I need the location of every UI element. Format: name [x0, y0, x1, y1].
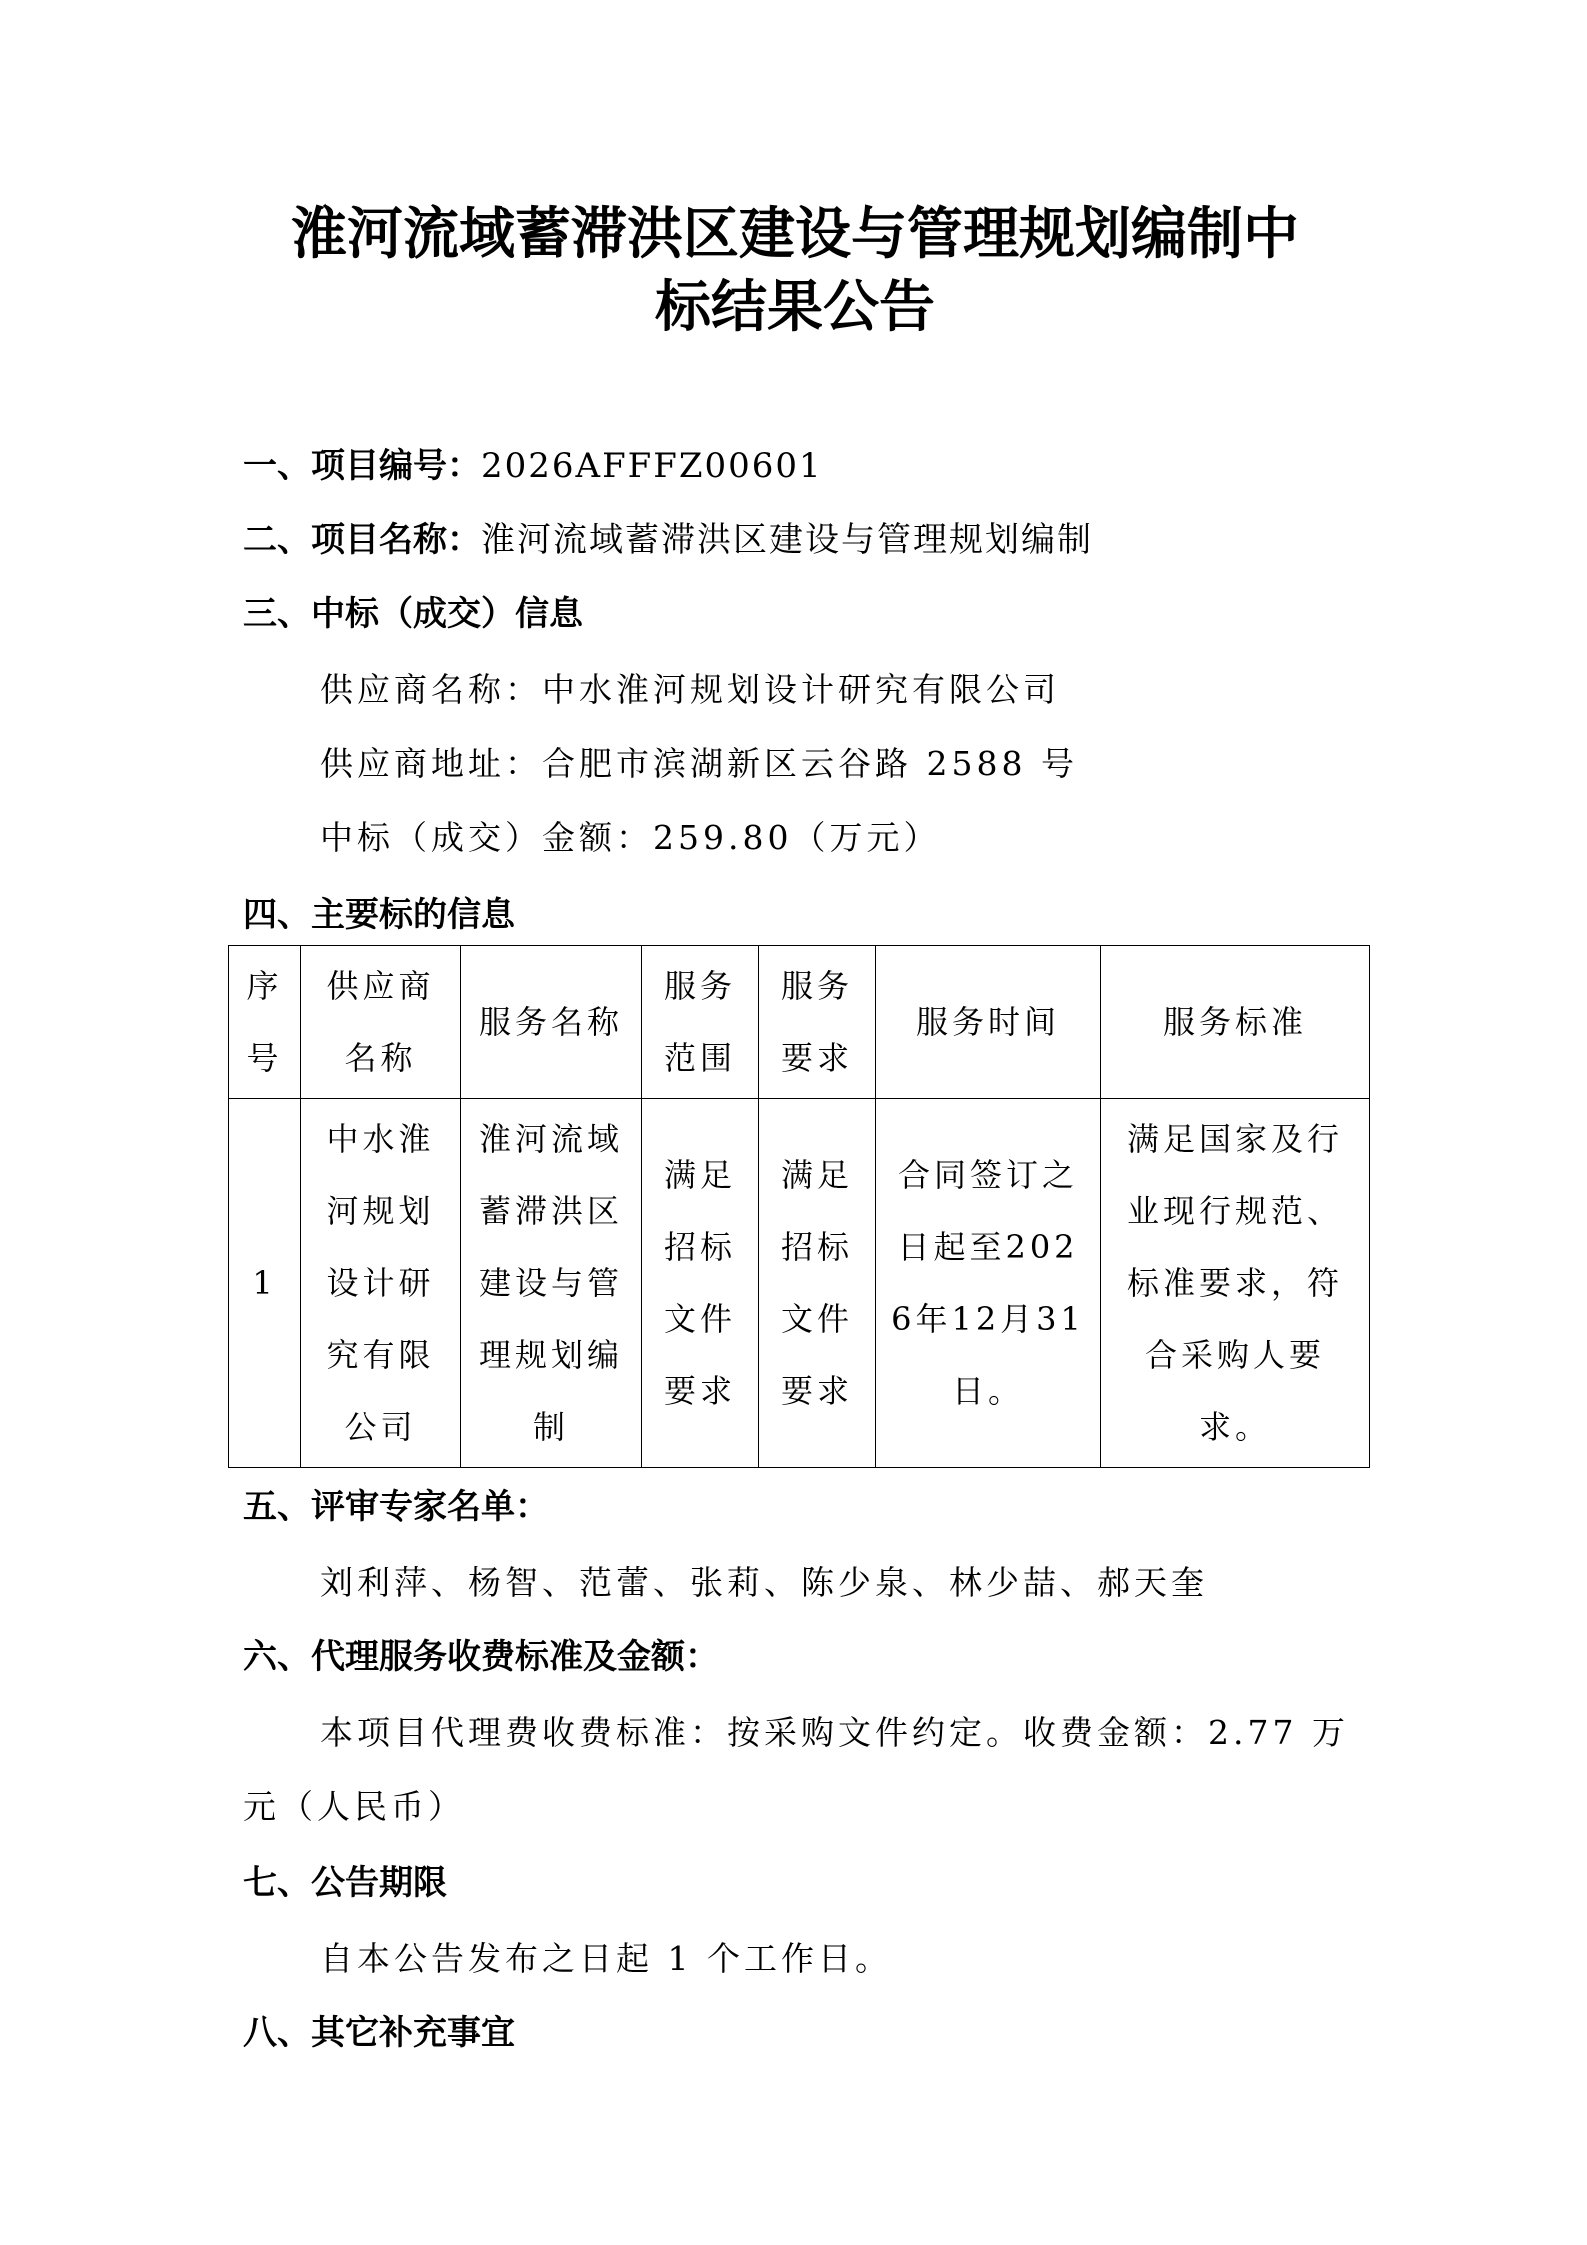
award-amount: 中标（成交）金额：259.80（万元） [320, 818, 941, 857]
section-notice-period: 七、公告期限 [243, 1863, 447, 1903]
supplier-name: 供应商名称：中水淮河规划设计研究有限公司 [320, 670, 1060, 709]
cell-service-name: 淮河流域蓄滞洪区建设与管理规划编制 [461, 1099, 642, 1468]
header-cell-supplier: 供应商名称 [301, 946, 461, 1099]
notice-period-text: 自本公告发布之日起 1 个工作日。 [320, 1939, 892, 1978]
header-cell-service-name: 服务名称 [461, 946, 642, 1099]
supplier-address: 供应商地址：合肥市滨湖新区云谷路 2588 号 [320, 744, 1078, 783]
cell-index: 1 [229, 1099, 301, 1468]
agency-fee-line1: 本项目代理费收费标准：按采购文件约定。收费金额：2.77 万 [320, 1713, 1349, 1752]
project-number-value: 2026AFFFZ00601 [481, 446, 823, 486]
table-header-row [229, 946, 1370, 1099]
header-cell-index: 序号 [229, 946, 301, 1099]
project-name-value: 淮河流域蓄滞洪区建设与管理规划编制 [481, 520, 1093, 560]
cell-service-time: 合同签订之日起至2026年12月31日。 [876, 1099, 1101, 1468]
agency-fee-line2: 元（人民币） [243, 1787, 465, 1826]
header-cell-service-time: 服务时间 [876, 946, 1101, 1099]
cell-supplier: 中水淮河规划设计研究有限公司 [301, 1099, 461, 1468]
cell-service-standard: 满足国家及行业现行规范、标准要求，符合采购人要求。 [1101, 1099, 1370, 1468]
section-expert-list: 五、评审专家名单： [243, 1487, 549, 1527]
document-title-line1: 淮河流域蓄滞洪区建设与管理规划编制中 [291, 202, 1299, 267]
section-main-items: 四、主要标的信息 [243, 895, 515, 935]
section-agency-fee: 六、代理服务收费标准及金额： [243, 1637, 719, 1677]
section-project-name [243, 520, 1093, 560]
section-label: 一、项目编号： [243, 446, 481, 486]
expert-names: 刘利萍、杨智、范蕾、张莉、陈少泉、林少喆、郝天奎 [320, 1563, 1208, 1602]
header-cell-service-scope: 服务范围 [642, 946, 759, 1099]
header-cell-service-standard: 服务标准 [1101, 946, 1370, 1099]
items-table [228, 945, 1370, 1468]
section-other-matters: 八、其它补充事宜 [243, 2013, 515, 2053]
cell-service-requirement: 满足招标文件要求 [759, 1099, 876, 1468]
header-cell-service-requirement: 服务要求 [759, 946, 876, 1099]
cell-service-scope: 满足招标文件要求 [642, 1099, 759, 1468]
section-label: 二、项目名称： [243, 520, 481, 560]
section-project-number [243, 446, 823, 486]
document-title-line2: 标结果公告 [655, 275, 935, 340]
table-row [229, 1099, 1370, 1468]
section-award-info: 三、中标（成交）信息 [243, 594, 583, 634]
